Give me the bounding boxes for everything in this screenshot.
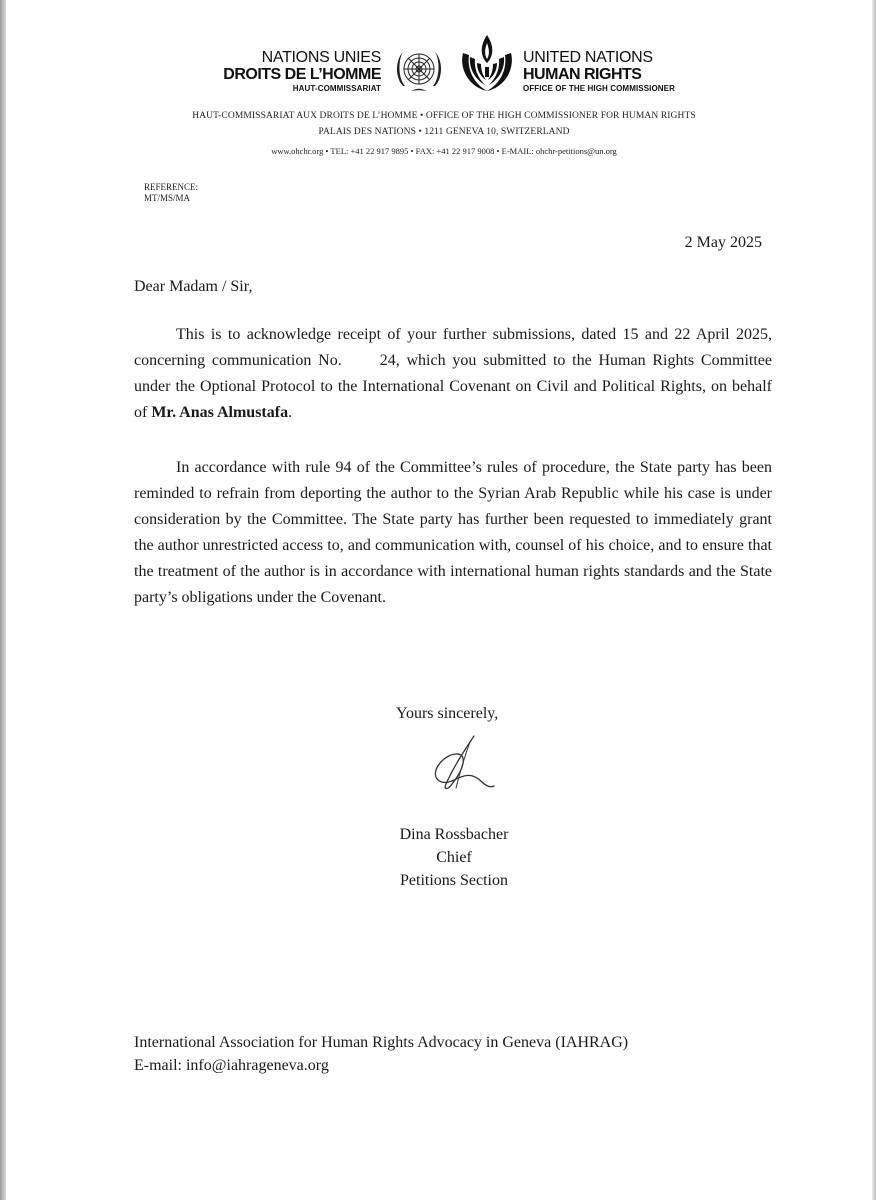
address-line-1: HAUT-COMMISSARIAT AUX DROITS DE L’HOMME • OFFICE OF THE HIGH COMMISSIONER FOR HUMAN RIGHTS [192,111,696,121]
letterhead-english-line1: UNITED NATIONS [523,49,653,66]
paragraph-acknowledgement [134,322,772,426]
letterhead-english-line2: HUMAN RIGHTS [523,66,642,83]
letterhead-english-line3: OFFICE OF THE HIGH COMMISSIONER [523,84,675,93]
reference-block [144,182,198,204]
un-emblem-icon [391,46,447,96]
letter-page [6,0,872,1200]
human-rights-emblem-icon [455,33,519,95]
paragraph1-part1: This is to acknowledge receipt of your further submissions, dated 15 and 22 April 2025, concerning communication No. [134,326,772,369]
letterhead-english [523,49,723,95]
paragraph1-part2: 24, which you submitted to the Human Rights Committee under the Optional Protocol to the International Covenant on Civil and Political Rights, on behalf of [134,352,772,421]
address-line-2: PALAIS DES NATIONS • 1211 GENEVA 10, SWITZERLAND [318,127,570,137]
letterhead-french-line1: NATIONS UNIES [261,49,381,66]
signer-block [6,823,876,892]
signature-image [426,732,498,796]
recipient-organization: International Association for Human Rights Advocacy in Geneva (IAHRAG) [134,1034,629,1051]
paragraph1-end: . [288,404,293,421]
scan-edge-right [872,0,876,1200]
recipient-block [134,1031,628,1077]
contact-line: www.ohchr.org • TEL: +41 22 917 9895 • FAX: +41 22 917 9008 • E-MAIL: ohchr-petitions@un.org [271,146,617,156]
reference-value: MT/MS/MA [144,193,191,203]
reference-label: REFERENCE: [144,182,199,192]
letterhead-french-line3: HAUT-COMMISSARIAT [292,84,381,93]
salutation: Dear Madam / Sir, [134,278,253,295]
letter-date: 2 May 2025 [684,234,762,251]
signer-section: Petitions Section [400,872,508,889]
letterhead-french [206,49,381,95]
author-name: Mr. Anas Almustafa [151,404,289,421]
signer-title: Chief [436,849,472,866]
letterhead-french-line2: DROITS DE L’HOMME [223,66,381,83]
recipient-email: E-mail: info@iahrageneva.org [134,1057,329,1074]
paragraph-rule-94: In accordance with rule 94 of the Committee’s rules of procedure, the State party has been reminded to refrain from deporting the author to the Syrian Arab Republic while his case is under consideration by the Committee. The State party has further been requested to immediately grant the author unrestricted access to, and communication with, counsel of his choice, and to ensure that the treatment of the author is in accordance with international human rights standards and the State party’s obligations under the Covenant. [134,459,772,606]
signer-name: Dina Rossbacher [399,826,509,843]
closing: Yours sincerely, [396,705,499,722]
